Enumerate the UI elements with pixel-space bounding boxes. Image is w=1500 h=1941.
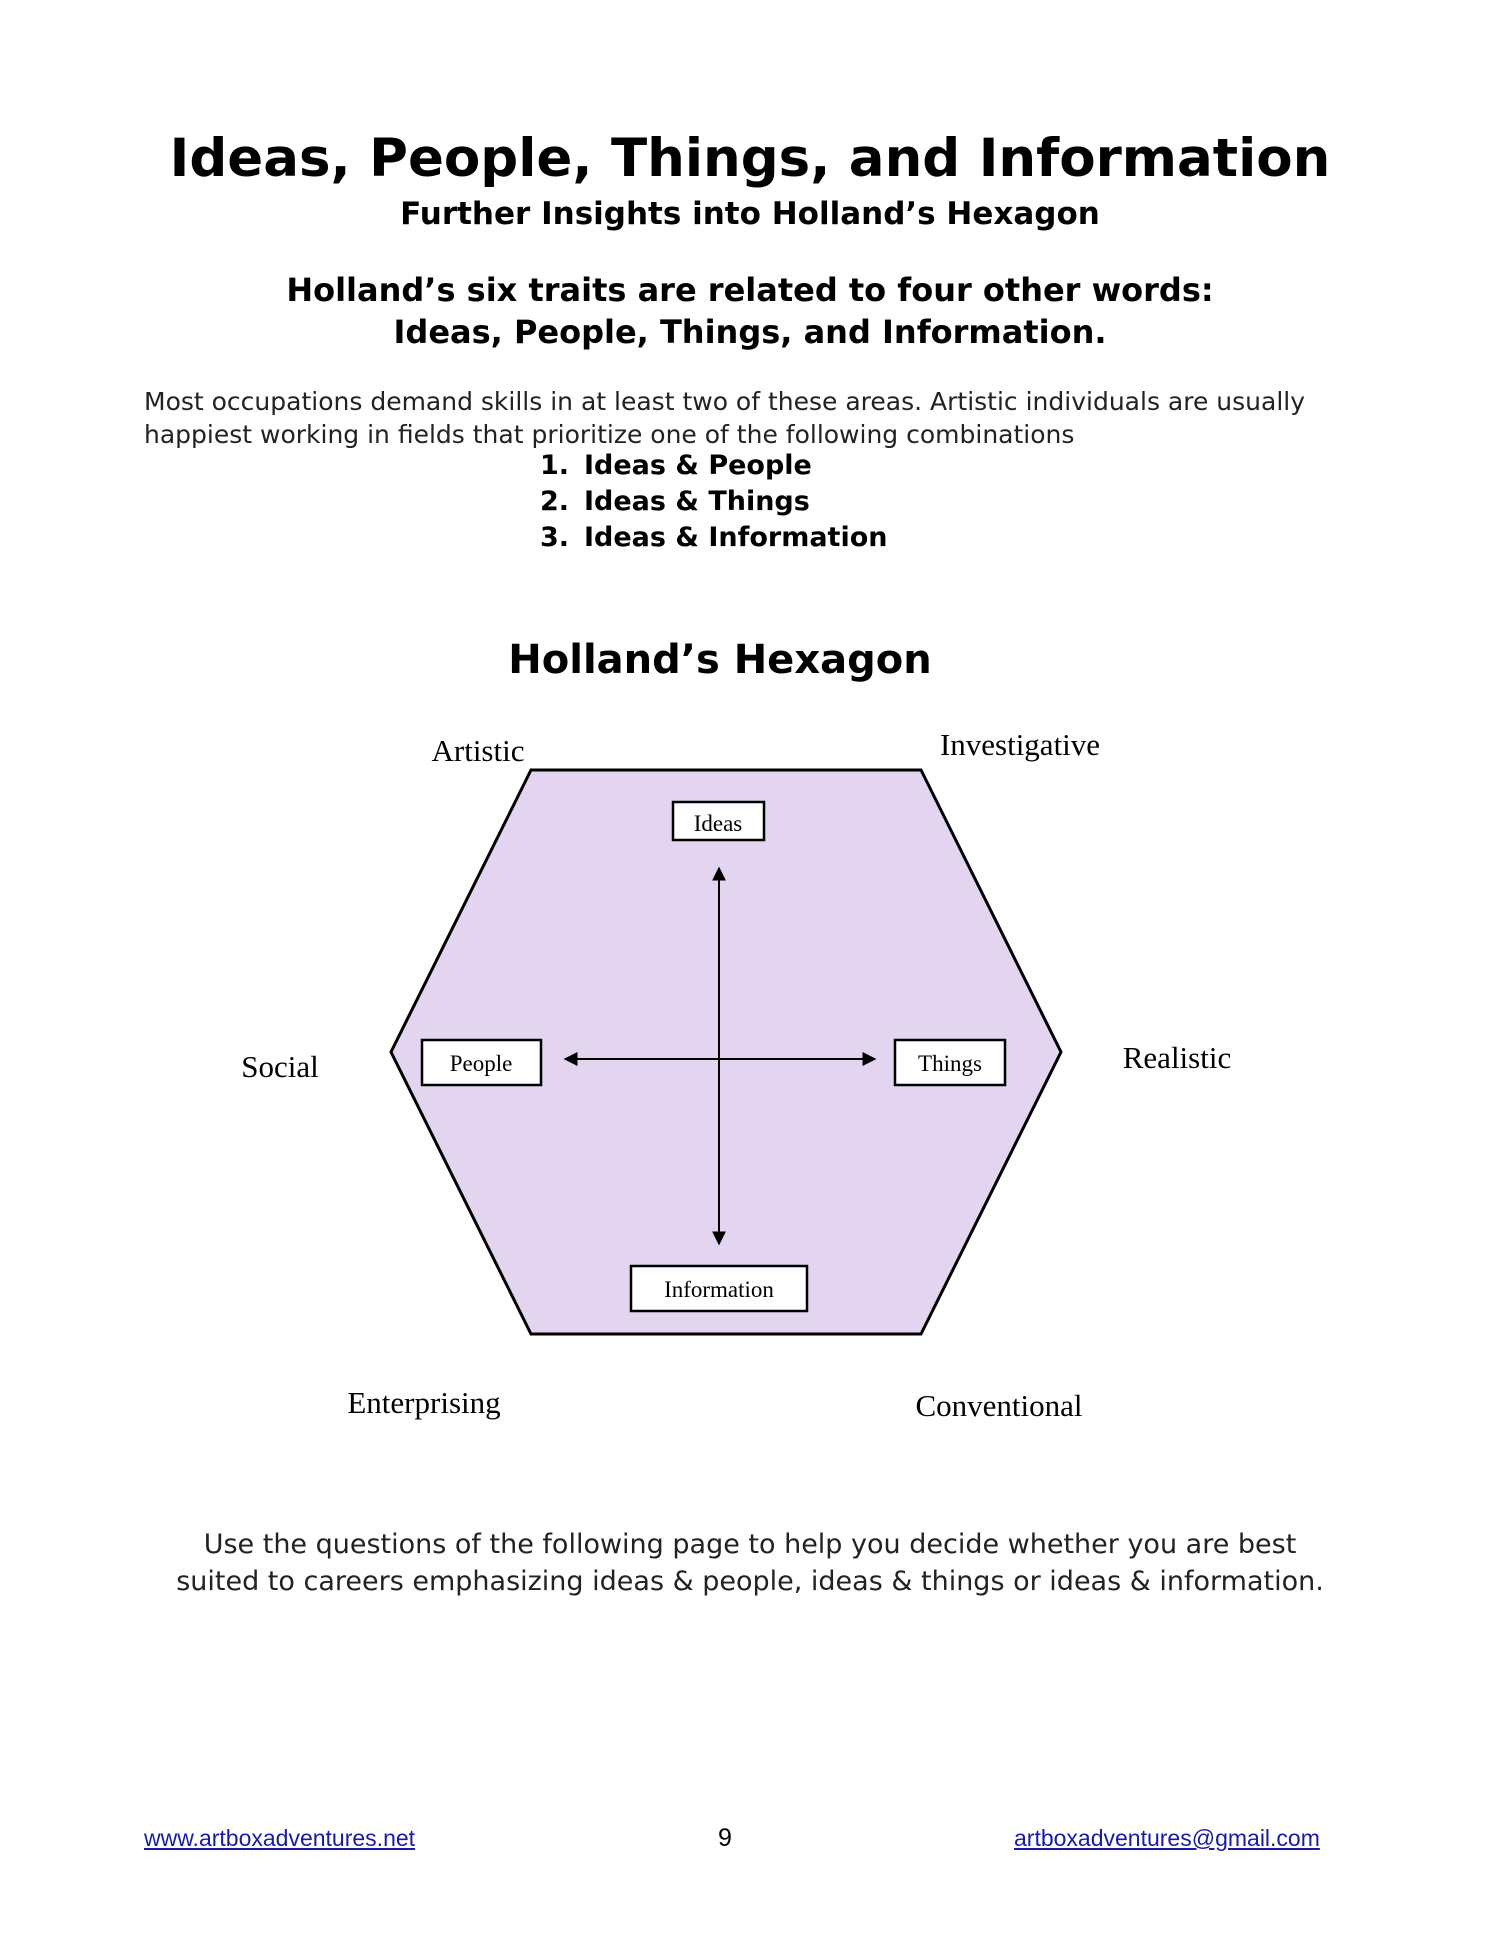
things-label: Things xyxy=(918,1051,982,1076)
list-number: 2. xyxy=(540,486,570,517)
ideas-box xyxy=(673,802,764,840)
people-label: People xyxy=(449,1051,513,1076)
information-label: Information xyxy=(664,1277,774,1302)
diagram-title: Holland’s Hexagon xyxy=(508,637,932,683)
website-link[interactable]: www.artboxadventures.net xyxy=(144,1825,416,1851)
list-number: 3. xyxy=(540,522,570,553)
list-number: 1. xyxy=(540,450,570,481)
trait-realistic: Realistic xyxy=(1122,1040,1232,1075)
closing-text xyxy=(0,1526,1500,1600)
page-subtitle: Further Insights into Holland’s Hexagon xyxy=(400,196,1100,232)
ideas-label: Ideas xyxy=(693,811,743,836)
trait-artistic: Artistic xyxy=(431,733,525,768)
lead-line-1: Holland’s six traits are related to four other words: xyxy=(286,271,1214,309)
trait-enterprising: Enterprising xyxy=(347,1385,501,1420)
page-number: 9 xyxy=(718,1824,732,1852)
list-label: Ideas & Information xyxy=(584,522,888,553)
list-label: Ideas & People xyxy=(584,450,812,481)
page-title: Ideas, People, Things, and Information xyxy=(169,128,1331,189)
intro-paragraph: Most occupations demand skills in at least two of these areas. Artistic individuals are usually happiest working in fields that prioritize one of the following combinations xyxy=(144,387,1306,449)
information-box xyxy=(631,1266,807,1311)
trait-investigative: Investigative xyxy=(939,727,1101,762)
closing-line-2: suited to careers emphasizing ideas & people, ideas & things or ideas & information. xyxy=(176,1566,1324,1597)
trait-social: Social xyxy=(241,1049,319,1084)
people-box xyxy=(422,1040,541,1085)
list-label: Ideas & Things xyxy=(584,486,810,517)
closing-line-1: Use the questions of the following page to help you decide whether you are best xyxy=(203,1529,1297,1560)
lead-line-2: Ideas, People, Things, and Information. xyxy=(393,313,1107,351)
email-link[interactable]: artboxadventures@gmail.com xyxy=(1014,1825,1320,1851)
things-box xyxy=(895,1040,1005,1085)
trait-conventional: Conventional xyxy=(915,1388,1083,1423)
